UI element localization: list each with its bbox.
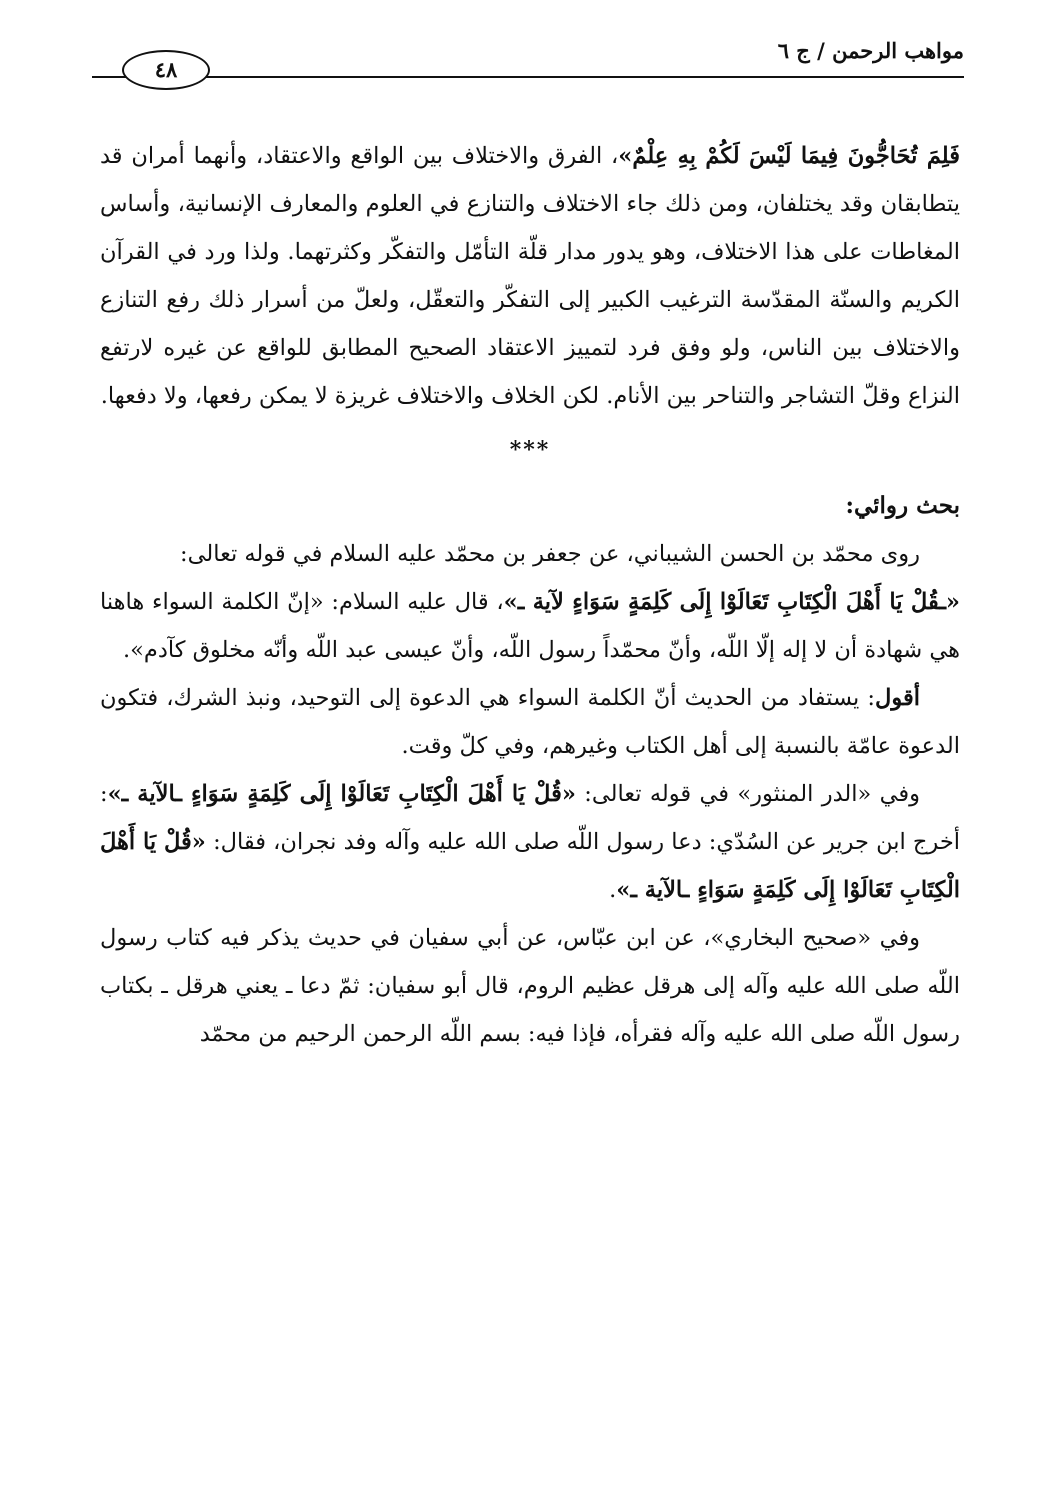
paragraph-text: : يستفاد من الحديث أنّ الكلمة السواء هي الدعوة إلى التوحيد، ونبذ الشرك، فتكون الدعوة عامّة بالنسبة إلى أهل الكتاب وغيرهم، وفي كلّ وقت.	[100, 685, 960, 759]
paragraph-4	[100, 770, 960, 914]
running-title: مواهب الرحمن / ج ٦	[774, 38, 964, 63]
quran-verse: فَلِمَ تُحَاجُّونَ فِيمَا لَيْسَ لَكُمْ بِهِ عِلْمٌ»	[618, 143, 961, 169]
paragraph-2	[100, 530, 960, 674]
paragraph-text: ، الفرق والاختلاف بين الواقع والاعتقاد، وأنهما أمران قد يتطابقان وقد يختلفان، ومن ذلك جاء الاختلاف والتنازع في العلوم والمعارف الإنسانية، وأساس المغاطات على هذا الاختلاف، وهو يدور مدار قلّة التأمّل والتفكّر وكثرتهما. ولذا ورد في القرآن الكريم والسنّة المقدّسة الترغيب الكبير إلى التفكّر والتعقّل، ولعلّ من أسرار ذلك رفع التنازع والاختلاف بين الناس، ولو وفق فرد لتمييز الاعتقاد الصحيح المطابق للواقع عن غيره لارتفع النزاع وقلّ التشاجر والتناحر بين الأنام. لكن الخلاف والاختلاف غريزة لا يمكن رفعها، ولا دفعها.	[100, 143, 960, 409]
quran-verse: «قُلْ يَا أَهْلَ الْكِتَابِ تَعَالَوْا إِلَى كَلِمَةٍ سَوَاءٍ ـالآية ـ»	[100, 829, 960, 903]
paragraph-text: روى محمّد بن الحسن الشيباني، عن جعفر بن محمّد عليه السلام في قوله تعالى:	[180, 541, 920, 567]
paragraph-5	[100, 914, 960, 1058]
paragraph-text: وفي «الدر المنثور» في قوله تعالى:	[584, 781, 920, 807]
paragraph-3	[100, 674, 960, 770]
header-rule	[92, 76, 964, 78]
quran-verse: «قُلْ يَا أَهْلَ الْكِتَابِ تَعَالَوْا إِلَى كَلِمَةٍ سَوَاءٍ ـالآية ـ»	[107, 781, 576, 807]
page-number: ٤٨	[122, 50, 210, 90]
paragraph-text: ، قال عليه السلام: «إنّ الكلمة السواء هاهنا هي شهادة أن لا إله إلّا اللّه، وأنّ محمّداً رسول اللّه، وأنّ عيسى عبد اللّه وأنّه مخلوق كآدم».	[100, 589, 960, 663]
section-separator: ***	[509, 437, 551, 463]
paragraph-text: وفي «صحيح البخاري»، عن ابن عبّاس، عن أبي سفيان في حديث يذكر فيه كتاب رسول اللّه صلى الله عليه وآله إلى هرقل عظيم الروم، قال أبو سفيان: ثمّ دعا ـ يعني هرقل ـ بكتاب رسول اللّه صلى الله عليه وآله فقرأه، فإذا فيه: بسم اللّه الرحمن الرحيم من محمّد	[100, 925, 960, 1047]
page-body	[100, 132, 960, 1058]
paragraph-text: .	[609, 877, 617, 903]
page-header	[92, 36, 964, 88]
paragraph-text: : أخرج ابن جرير عن السُدّي: دعا رسول اللّه صلى الله عليه وآله وفد نجران، فقال:	[100, 781, 960, 855]
quran-verse: «ـقُلْ يَا أَهْلَ الْكِتَابِ تَعَالَوْا إِلَى كَلِمَةٍ سَوَاءٍ لآية ـ»	[503, 589, 960, 615]
section-heading: بحث روائي:	[845, 492, 960, 519]
paragraph-1	[100, 132, 960, 420]
term-aqul: أقول	[875, 685, 920, 711]
